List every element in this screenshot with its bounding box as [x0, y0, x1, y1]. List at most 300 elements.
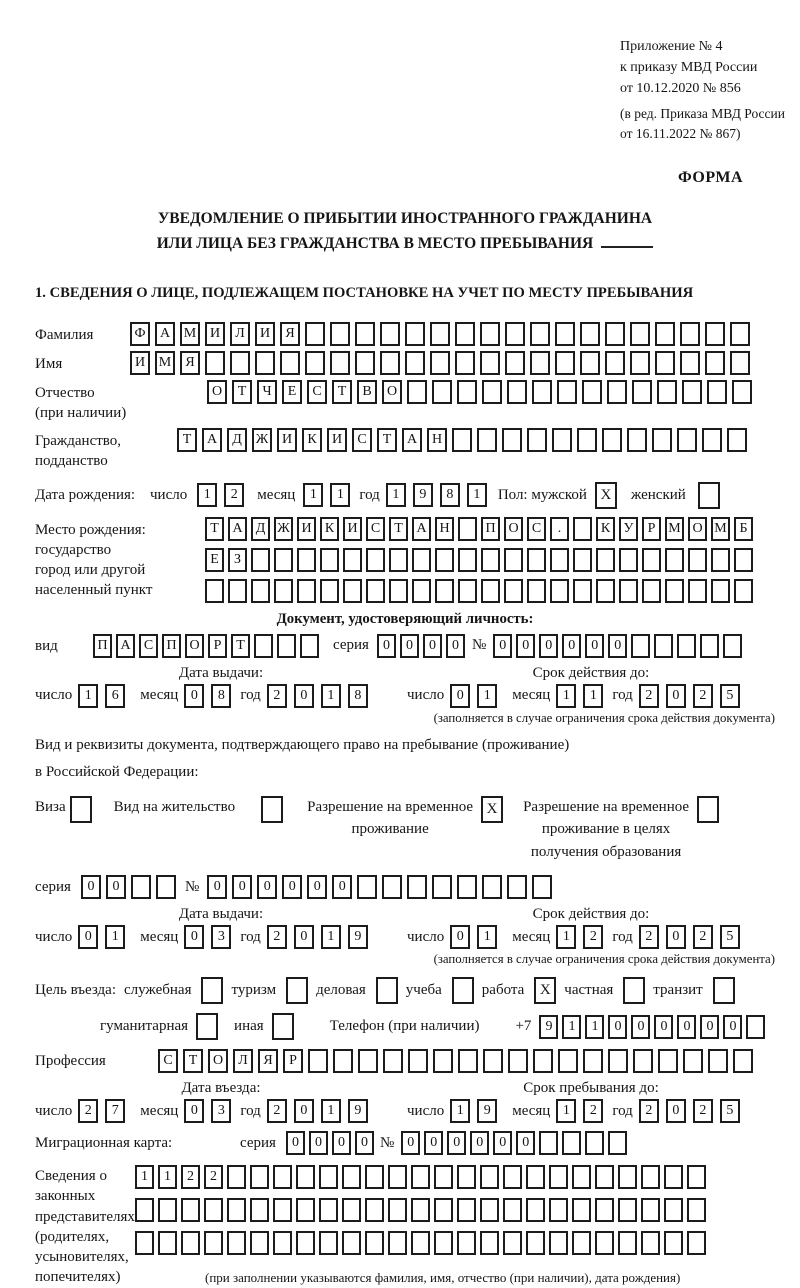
char-cell[interactable] — [205, 579, 224, 603]
char-cell[interactable] — [330, 322, 350, 346]
char-cell[interactable] — [357, 875, 377, 899]
char-cell[interactable] — [527, 579, 546, 603]
char-cell[interactable] — [251, 548, 270, 572]
char-cell[interactable] — [457, 875, 477, 899]
char-cell[interactable] — [434, 1165, 453, 1189]
char-cell[interactable] — [608, 1049, 628, 1073]
char-cell[interactable]: 9 — [348, 925, 368, 949]
char-cell[interactable] — [697, 796, 719, 823]
char-cell[interactable] — [713, 977, 735, 1004]
char-cell[interactable] — [411, 1231, 430, 1255]
char-cell[interactable] — [700, 634, 719, 658]
char-cell[interactable]: О — [688, 517, 707, 541]
char-cell[interactable] — [550, 548, 569, 572]
char-cell[interactable] — [380, 322, 400, 346]
char-cell[interactable]: 0 — [723, 1015, 742, 1039]
char-cell[interactable] — [683, 1049, 703, 1073]
char-cell[interactable] — [682, 380, 702, 404]
char-cell[interactable] — [333, 1049, 353, 1073]
char-cell[interactable] — [526, 1231, 545, 1255]
char-cell[interactable] — [297, 548, 316, 572]
char-cell[interactable] — [550, 579, 569, 603]
char-cell[interactable] — [664, 1165, 683, 1189]
char-cell[interactable] — [376, 977, 398, 1004]
char-cell[interactable] — [480, 1198, 499, 1222]
char-cell[interactable]: X — [595, 482, 617, 509]
char-cell[interactable] — [380, 351, 400, 375]
char-cell[interactable]: 2 — [583, 1099, 603, 1123]
char-cell[interactable] — [552, 428, 572, 452]
char-cell[interactable]: 0 — [677, 1015, 696, 1039]
char-cell[interactable]: Л — [230, 322, 250, 346]
char-cell[interactable] — [595, 1198, 614, 1222]
char-cell[interactable]: Е — [282, 380, 302, 404]
char-cell[interactable] — [504, 548, 523, 572]
char-cell[interactable] — [458, 1049, 478, 1073]
char-cell[interactable] — [549, 1165, 568, 1189]
char-cell[interactable]: 9 — [477, 1099, 497, 1123]
char-cell[interactable] — [658, 1049, 678, 1073]
char-cell[interactable] — [585, 1131, 604, 1155]
char-cell[interactable] — [732, 380, 752, 404]
char-cell[interactable] — [320, 579, 339, 603]
char-cell[interactable] — [228, 579, 247, 603]
char-cell[interactable] — [572, 1231, 591, 1255]
char-cell[interactable] — [342, 1231, 361, 1255]
char-cell[interactable] — [746, 1015, 765, 1039]
char-cell[interactable] — [539, 1131, 558, 1155]
char-cell[interactable]: 0 — [377, 634, 396, 658]
char-cell[interactable] — [365, 1198, 384, 1222]
char-cell[interactable]: Д — [227, 428, 247, 452]
char-cell[interactable]: 1 — [556, 684, 576, 708]
char-cell[interactable] — [577, 428, 597, 452]
char-cell[interactable]: 1 — [321, 925, 341, 949]
char-cell[interactable] — [549, 1198, 568, 1222]
char-cell[interactable] — [481, 548, 500, 572]
char-cell[interactable] — [457, 1198, 476, 1222]
char-cell[interactable]: Я — [180, 351, 200, 375]
char-cell[interactable]: С — [158, 1049, 178, 1073]
char-cell[interactable]: 0 — [286, 1131, 305, 1155]
char-cell[interactable]: Р — [208, 634, 227, 658]
char-cell[interactable] — [734, 548, 753, 572]
char-cell[interactable]: 9 — [348, 1099, 368, 1123]
char-cell[interactable]: Р — [283, 1049, 303, 1073]
char-cell[interactable] — [733, 1049, 753, 1073]
char-cell[interactable]: 0 — [666, 1099, 686, 1123]
char-cell[interactable]: 2 — [693, 1099, 713, 1123]
char-cell[interactable]: 0 — [106, 875, 126, 899]
char-cell[interactable] — [698, 482, 720, 509]
char-cell[interactable] — [457, 1231, 476, 1255]
char-cell[interactable] — [319, 1198, 338, 1222]
char-cell[interactable]: Т — [177, 428, 197, 452]
char-cell[interactable]: 5 — [720, 925, 740, 949]
char-cell[interactable] — [273, 1198, 292, 1222]
char-cell[interactable] — [705, 351, 725, 375]
char-cell[interactable] — [305, 351, 325, 375]
char-cell[interactable] — [631, 634, 650, 658]
char-cell[interactable]: А — [116, 634, 135, 658]
char-cell[interactable]: 2 — [639, 1099, 659, 1123]
char-cell[interactable] — [255, 351, 275, 375]
char-cell[interactable] — [505, 351, 525, 375]
char-cell[interactable]: 1 — [135, 1165, 154, 1189]
char-cell[interactable]: 0 — [585, 634, 604, 658]
char-cell[interactable] — [530, 351, 550, 375]
char-cell[interactable]: Я — [280, 322, 300, 346]
char-cell[interactable] — [389, 579, 408, 603]
char-cell[interactable]: 0 — [539, 634, 558, 658]
char-cell[interactable] — [641, 1198, 660, 1222]
char-cell[interactable] — [481, 579, 500, 603]
char-cell[interactable] — [435, 579, 454, 603]
char-cell[interactable] — [595, 1165, 614, 1189]
char-cell[interactable]: С — [527, 517, 546, 541]
char-cell[interactable]: С — [352, 428, 372, 452]
char-cell[interactable] — [562, 1131, 581, 1155]
char-cell[interactable] — [452, 977, 474, 1004]
char-cell[interactable] — [480, 1165, 499, 1189]
char-cell[interactable] — [365, 1165, 384, 1189]
char-cell[interactable]: П — [162, 634, 181, 658]
char-cell[interactable] — [158, 1231, 177, 1255]
char-cell[interactable]: 0 — [294, 1099, 314, 1123]
char-cell[interactable]: И — [297, 517, 316, 541]
char-cell[interactable]: 3 — [211, 925, 231, 949]
char-cell[interactable]: 0 — [257, 875, 277, 899]
char-cell[interactable]: 0 — [516, 1131, 535, 1155]
char-cell[interactable] — [411, 1198, 430, 1222]
char-cell[interactable] — [366, 548, 385, 572]
char-cell[interactable]: 1 — [158, 1165, 177, 1189]
char-cell[interactable] — [508, 1049, 528, 1073]
char-cell[interactable] — [580, 351, 600, 375]
char-cell[interactable]: А — [402, 428, 422, 452]
char-cell[interactable] — [641, 1231, 660, 1255]
char-cell[interactable] — [308, 1049, 328, 1073]
char-cell[interactable] — [555, 351, 575, 375]
char-cell[interactable] — [388, 1231, 407, 1255]
char-cell[interactable] — [227, 1198, 246, 1222]
char-cell[interactable] — [665, 579, 684, 603]
char-cell[interactable] — [708, 1049, 728, 1073]
char-cell[interactable] — [533, 1049, 553, 1073]
char-cell[interactable]: Л — [233, 1049, 253, 1073]
char-cell[interactable] — [532, 875, 552, 899]
char-cell[interactable] — [455, 322, 475, 346]
char-cell[interactable] — [526, 1165, 545, 1189]
char-cell[interactable] — [455, 351, 475, 375]
char-cell[interactable]: М — [665, 517, 684, 541]
char-cell[interactable] — [688, 579, 707, 603]
char-cell[interactable] — [280, 351, 300, 375]
char-cell[interactable]: Т — [332, 380, 352, 404]
char-cell[interactable] — [135, 1198, 154, 1222]
char-cell[interactable] — [677, 428, 697, 452]
char-cell[interactable]: 0 — [493, 634, 512, 658]
char-cell[interactable] — [595, 1231, 614, 1255]
char-cell[interactable] — [480, 322, 500, 346]
char-cell[interactable]: Ч — [257, 380, 277, 404]
char-cell[interactable]: 0 — [516, 634, 535, 658]
char-cell[interactable]: П — [481, 517, 500, 541]
char-cell[interactable] — [342, 1165, 361, 1189]
char-cell[interactable] — [389, 548, 408, 572]
char-cell[interactable]: А — [155, 322, 175, 346]
char-cell[interactable]: 1 — [450, 1099, 470, 1123]
char-cell[interactable]: 1 — [78, 684, 98, 708]
char-cell[interactable]: 1 — [321, 684, 341, 708]
char-cell[interactable] — [330, 351, 350, 375]
char-cell[interactable]: 2 — [693, 684, 713, 708]
char-cell[interactable] — [687, 1165, 706, 1189]
char-cell[interactable] — [655, 351, 675, 375]
char-cell[interactable] — [702, 428, 722, 452]
char-cell[interactable]: Е — [205, 548, 224, 572]
char-cell[interactable] — [430, 351, 450, 375]
char-cell[interactable]: П — [93, 634, 112, 658]
char-cell[interactable] — [432, 380, 452, 404]
char-cell[interactable] — [388, 1198, 407, 1222]
char-cell[interactable]: А — [412, 517, 431, 541]
char-cell[interactable] — [412, 579, 431, 603]
char-cell[interactable] — [205, 351, 225, 375]
char-cell[interactable] — [482, 875, 502, 899]
char-cell[interactable]: 0 — [307, 875, 327, 899]
char-cell[interactable] — [227, 1231, 246, 1255]
char-cell[interactable]: 7 — [105, 1099, 125, 1123]
char-cell[interactable] — [277, 634, 296, 658]
char-cell[interactable] — [532, 380, 552, 404]
char-cell[interactable] — [602, 428, 622, 452]
char-cell[interactable] — [458, 579, 477, 603]
char-cell[interactable]: 0 — [400, 634, 419, 658]
char-cell[interactable] — [383, 1049, 403, 1073]
char-cell[interactable] — [250, 1165, 269, 1189]
char-cell[interactable] — [250, 1231, 269, 1255]
char-cell[interactable]: 0 — [294, 925, 314, 949]
char-cell[interactable] — [555, 322, 575, 346]
char-cell[interactable]: З — [228, 548, 247, 572]
char-cell[interactable] — [343, 548, 362, 572]
char-cell[interactable]: 0 — [355, 1131, 374, 1155]
char-cell[interactable] — [355, 322, 375, 346]
char-cell[interactable] — [572, 1198, 591, 1222]
char-cell[interactable] — [711, 548, 730, 572]
char-cell[interactable]: И — [327, 428, 347, 452]
char-cell[interactable]: 0 — [184, 925, 204, 949]
char-cell[interactable] — [677, 634, 696, 658]
char-cell[interactable] — [507, 875, 527, 899]
char-cell[interactable] — [201, 977, 223, 1004]
char-cell[interactable] — [607, 380, 627, 404]
char-cell[interactable] — [633, 1049, 653, 1073]
char-cell[interactable] — [297, 579, 316, 603]
char-cell[interactable]: 9 — [413, 483, 433, 507]
char-cell[interactable] — [730, 351, 750, 375]
char-cell[interactable] — [664, 1231, 683, 1255]
char-cell[interactable]: Т — [232, 380, 252, 404]
char-cell[interactable] — [502, 428, 522, 452]
char-cell[interactable] — [623, 977, 645, 1004]
char-cell[interactable] — [619, 579, 638, 603]
char-cell[interactable]: X — [481, 796, 503, 823]
char-cell[interactable] — [655, 322, 675, 346]
char-cell[interactable] — [296, 1231, 315, 1255]
char-cell[interactable] — [342, 1198, 361, 1222]
char-cell[interactable] — [319, 1165, 338, 1189]
char-cell[interactable] — [642, 579, 661, 603]
char-cell[interactable]: 0 — [493, 1131, 512, 1155]
char-cell[interactable]: 0 — [184, 684, 204, 708]
char-cell[interactable]: Н — [435, 517, 454, 541]
char-cell[interactable] — [274, 579, 293, 603]
char-cell[interactable] — [582, 380, 602, 404]
char-cell[interactable] — [630, 351, 650, 375]
char-cell[interactable] — [654, 634, 673, 658]
char-cell[interactable] — [204, 1198, 223, 1222]
char-cell[interactable]: И — [205, 322, 225, 346]
char-cell[interactable] — [727, 428, 747, 452]
char-cell[interactable]: 2 — [267, 684, 287, 708]
char-cell[interactable] — [343, 579, 362, 603]
char-cell[interactable] — [618, 1198, 637, 1222]
char-cell[interactable]: 1 — [583, 684, 603, 708]
char-cell[interactable] — [405, 322, 425, 346]
char-cell[interactable] — [366, 579, 385, 603]
char-cell[interactable]: К — [596, 517, 615, 541]
char-cell[interactable] — [711, 579, 730, 603]
char-cell[interactable] — [411, 1165, 430, 1189]
char-cell[interactable] — [274, 548, 293, 572]
char-cell[interactable]: 0 — [666, 925, 686, 949]
char-cell[interactable]: 8 — [348, 684, 368, 708]
char-cell[interactable] — [734, 579, 753, 603]
char-cell[interactable] — [605, 351, 625, 375]
char-cell[interactable]: 0 — [207, 875, 227, 899]
char-cell[interactable] — [687, 1198, 706, 1222]
char-cell[interactable] — [505, 322, 525, 346]
char-cell[interactable] — [181, 1231, 200, 1255]
char-cell[interactable]: 0 — [332, 875, 352, 899]
char-cell[interactable]: 0 — [562, 634, 581, 658]
char-cell[interactable] — [680, 322, 700, 346]
char-cell[interactable]: 2 — [267, 925, 287, 949]
char-cell[interactable] — [196, 1013, 218, 1040]
char-cell[interactable] — [527, 428, 547, 452]
char-cell[interactable]: 0 — [447, 1131, 466, 1155]
char-cell[interactable] — [618, 1165, 637, 1189]
char-cell[interactable]: 2 — [693, 925, 713, 949]
char-cell[interactable] — [181, 1198, 200, 1222]
char-cell[interactable] — [630, 322, 650, 346]
char-cell[interactable] — [632, 380, 652, 404]
char-cell[interactable]: В — [357, 380, 377, 404]
char-cell[interactable] — [457, 380, 477, 404]
char-cell[interactable]: 1 — [105, 925, 125, 949]
char-cell[interactable] — [573, 579, 592, 603]
char-cell[interactable] — [573, 517, 592, 541]
char-cell[interactable]: Р — [642, 517, 661, 541]
char-cell[interactable] — [530, 322, 550, 346]
char-cell[interactable]: А — [228, 517, 247, 541]
char-cell[interactable]: 8 — [211, 684, 231, 708]
char-cell[interactable]: Я — [258, 1049, 278, 1073]
char-cell[interactable] — [296, 1198, 315, 1222]
char-cell[interactable]: И — [277, 428, 297, 452]
char-cell[interactable]: Т — [377, 428, 397, 452]
char-cell[interactable]: 2 — [181, 1165, 200, 1189]
char-cell[interactable] — [458, 548, 477, 572]
char-cell[interactable] — [408, 1049, 428, 1073]
char-cell[interactable] — [305, 322, 325, 346]
char-cell[interactable]: Н — [427, 428, 447, 452]
char-cell[interactable]: 0 — [424, 1131, 443, 1155]
char-cell[interactable] — [227, 1165, 246, 1189]
char-cell[interactable]: Б — [734, 517, 753, 541]
char-cell[interactable] — [503, 1165, 522, 1189]
char-cell[interactable] — [365, 1231, 384, 1255]
char-cell[interactable]: 0 — [78, 925, 98, 949]
char-cell[interactable]: 0 — [401, 1131, 420, 1155]
char-cell[interactable] — [273, 1231, 292, 1255]
char-cell[interactable]: 5 — [720, 1099, 740, 1123]
char-cell[interactable]: 0 — [450, 684, 470, 708]
char-cell[interactable]: 1 — [477, 684, 497, 708]
char-cell[interactable]: О — [208, 1049, 228, 1073]
char-cell[interactable]: О — [382, 380, 402, 404]
char-cell[interactable] — [723, 634, 742, 658]
char-cell[interactable]: 0 — [654, 1015, 673, 1039]
char-cell[interactable] — [131, 875, 151, 899]
char-cell[interactable] — [619, 548, 638, 572]
char-cell[interactable]: 6 — [105, 684, 125, 708]
char-cell[interactable]: 0 — [309, 1131, 328, 1155]
char-cell[interactable] — [605, 322, 625, 346]
char-cell[interactable] — [664, 1198, 683, 1222]
char-cell[interactable] — [355, 351, 375, 375]
char-cell[interactable] — [641, 1165, 660, 1189]
char-cell[interactable]: 2 — [204, 1165, 223, 1189]
char-cell[interactable]: 1 — [386, 483, 406, 507]
char-cell[interactable] — [250, 1198, 269, 1222]
char-cell[interactable]: У — [619, 517, 638, 541]
char-cell[interactable] — [434, 1231, 453, 1255]
char-cell[interactable]: 0 — [450, 925, 470, 949]
char-cell[interactable] — [156, 875, 176, 899]
char-cell[interactable] — [388, 1165, 407, 1189]
char-cell[interactable] — [503, 1198, 522, 1222]
char-cell[interactable] — [358, 1049, 378, 1073]
char-cell[interactable] — [432, 875, 452, 899]
char-cell[interactable]: М — [711, 517, 730, 541]
char-cell[interactable]: Т — [205, 517, 224, 541]
char-cell[interactable]: И — [255, 322, 275, 346]
char-cell[interactable] — [319, 1231, 338, 1255]
char-cell[interactable]: 3 — [211, 1099, 231, 1123]
char-cell[interactable] — [627, 428, 647, 452]
char-cell[interactable] — [251, 579, 270, 603]
char-cell[interactable] — [158, 1198, 177, 1222]
char-cell[interactable] — [480, 351, 500, 375]
char-cell[interactable]: И — [343, 517, 362, 541]
char-cell[interactable] — [286, 977, 308, 1004]
char-cell[interactable] — [642, 548, 661, 572]
char-cell[interactable]: 1 — [556, 1099, 576, 1123]
char-cell[interactable] — [458, 517, 477, 541]
